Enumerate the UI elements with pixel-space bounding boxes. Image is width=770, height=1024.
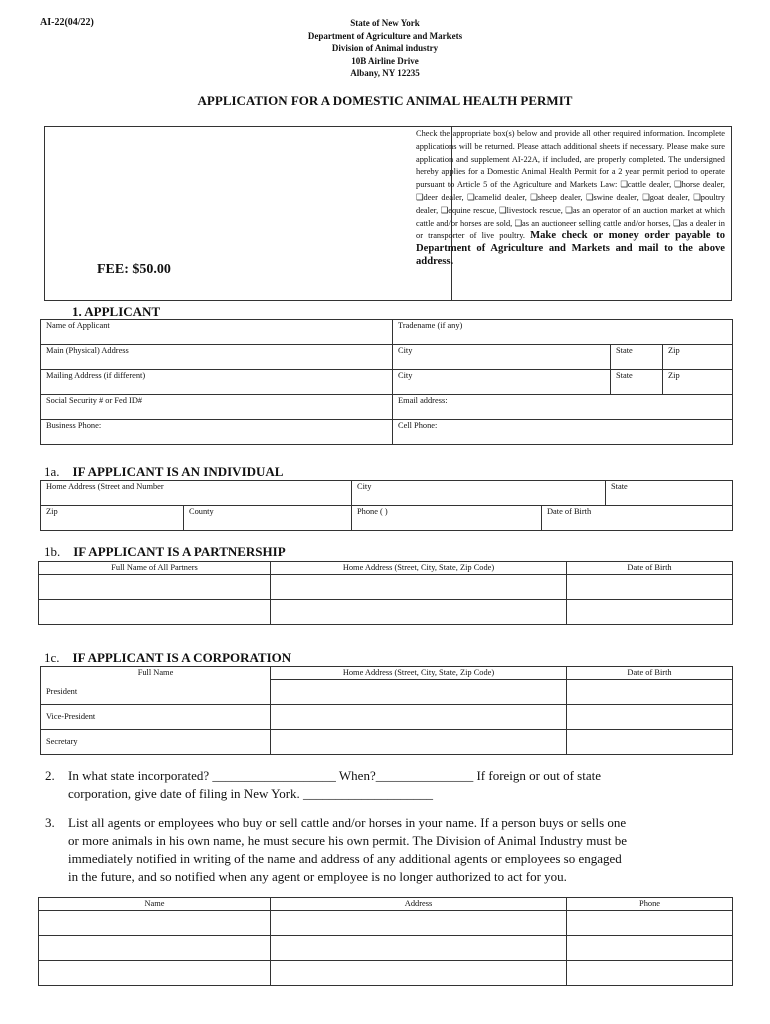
partner-address-cell[interactable] <box>271 600 567 625</box>
question-2-line[interactable]: corporation, give date of filing in New York. ____________________ <box>68 786 434 801</box>
partner-name-cell[interactable] <box>39 575 271 600</box>
question-3-line: List all agents or employees who buy or sell cattle and/or horses in your name. If a person buys or sells one <box>68 815 627 830</box>
secretary-dob-cell[interactable] <box>567 730 733 755</box>
vice-president-field[interactable]: Vice-President <box>41 705 271 730</box>
agent-name-cell[interactable] <box>39 936 271 961</box>
individual-city-field[interactable]: City <box>352 481 606 506</box>
business-phone-field[interactable]: Business Phone: <box>41 420 393 445</box>
form-title: APPLICATION FOR A DOMESTIC ANIMAL HEALTH PERMIT <box>197 93 573 108</box>
tradename-field[interactable]: Tradename (if any) <box>393 320 733 345</box>
vice-president-address-cell[interactable] <box>271 705 567 730</box>
partners-address-header: Home Address (Street, City, State, Zip Code) <box>271 562 567 575</box>
president-address-cell[interactable] <box>271 680 567 705</box>
header-street: 10B Airline Drive <box>351 55 419 66</box>
mailing-zip-field[interactable]: Zip <box>663 370 733 395</box>
individual-zip-field[interactable]: Zip <box>41 506 184 531</box>
fee-amount: FEE: $50.00 <box>97 262 171 277</box>
individual-table <box>40 480 733 531</box>
mailing-address-field[interactable]: Mailing Address (if different) <box>41 370 393 395</box>
question-3-number: 3. <box>45 815 55 830</box>
agents-table <box>38 897 733 986</box>
applicant-table <box>40 319 733 445</box>
section-individual-title <box>44 464 283 480</box>
instructions-text <box>416 128 725 269</box>
question-3-text <box>68 814 627 886</box>
main-city-field[interactable]: City <box>393 345 611 370</box>
question-3 <box>45 814 755 890</box>
agent-name-cell[interactable] <box>39 911 271 936</box>
agent-phone-cell[interactable] <box>567 911 733 936</box>
individual-state-field[interactable]: State <box>606 481 733 506</box>
partner-name-cell[interactable] <box>39 600 271 625</box>
section-partnership-title <box>44 544 286 560</box>
agent-name-cell[interactable] <box>39 961 271 986</box>
main-state-field[interactable]: State <box>611 345 663 370</box>
instructions-payment: Make check or money order payable to Department of Agriculture and Markets and mail to the above address. <box>416 230 725 267</box>
county-field[interactable]: County <box>184 506 352 531</box>
question-3-line: immediately notified in writing of the name and address of any additional agents or employees so engaged <box>68 851 622 866</box>
question-3-line: in the future, and so notified when any agent or employee is no longer authorized to act for you. <box>68 869 567 884</box>
agent-phone-header: Phone <box>567 898 733 911</box>
president-dob-cell[interactable] <box>567 680 733 705</box>
instructions-body: Check the appropriate box(s) below and provide all other required information. Incomplete applications will be returned. Please attach additional sheets if necessary. Please make sure application and supplement AI-22A, if included, are properly completed. The undersigned hereby applies for a Domestic Animal Health Permit for a 2 year permit period to operate pursuant to Article 5 of the Agriculture and Markets Law: ❑cattle dealer, ❑horse dealer, ❑deer dealer, ❑camelid dealer, ❑sheep dealer, ❑swine dealer, ❑goat dealer, ❑poultry dealer, ❑equine rescue, ❑livestock rescue, ❑as an operator of an auction market at which cattle and/or horses are sold, ❑as an auctioneer selling cattle and/or horses, ❑as a dealer in or transporter of live poultry. <box>416 129 725 241</box>
vice-president-dob-cell[interactable] <box>567 705 733 730</box>
mailing-state-field[interactable]: State <box>611 370 663 395</box>
partnership-table <box>38 561 733 625</box>
mailing-city-field[interactable]: City <box>393 370 611 395</box>
officer-address-header: Home Address (Street, City, State, Zip Code) <box>271 667 567 680</box>
agent-phone-cell[interactable] <box>567 961 733 986</box>
agent-address-cell[interactable] <box>271 961 567 986</box>
intro-box <box>44 126 732 301</box>
applicant-name-field[interactable]: Name of Applicant <box>41 320 393 345</box>
question-2-text <box>68 767 601 803</box>
officer-name-header: Full Name <box>41 667 271 680</box>
ssn-field[interactable]: Social Security # or Fed ID# <box>41 395 393 420</box>
question-2-number: 2. <box>45 768 55 783</box>
section-individual-number: 1a. <box>44 464 60 479</box>
section-corporation-heading: IF APPLICANT IS A CORPORATION <box>72 650 292 665</box>
section-partnership-number: 1b. <box>44 544 61 559</box>
agent-address-cell[interactable] <box>271 911 567 936</box>
secretary-address-cell[interactable] <box>271 730 567 755</box>
section-corporation-number: 1c. <box>44 650 60 665</box>
section-applicant-title: 1. APPLICANT <box>72 304 161 319</box>
president-field[interactable]: President <box>41 680 271 705</box>
partners-name-header: Full Name of All Partners <box>39 562 271 575</box>
agency-header <box>0 17 770 80</box>
partner-dob-cell[interactable] <box>567 575 733 600</box>
corporation-table <box>40 666 733 755</box>
header-state: State of New York <box>350 18 420 28</box>
officer-dob-header: Date of Birth <box>567 667 733 680</box>
partners-dob-header: Date of Birth <box>567 562 733 575</box>
home-address-field[interactable]: Home Address (Street and Number <box>41 481 352 506</box>
main-address-field[interactable]: Main (Physical) Address <box>41 345 393 370</box>
phone-field[interactable]: Phone ( ) <box>352 506 542 531</box>
cell-phone-field[interactable]: Cell Phone: <box>393 420 733 445</box>
section-corporation-title <box>44 650 291 666</box>
header-department: Department of Agriculture and Markets <box>307 30 463 41</box>
email-field[interactable]: Email address: <box>393 395 733 420</box>
partner-address-cell[interactable] <box>271 575 567 600</box>
section-individual-heading: IF APPLICANT IS AN INDIVIDUAL <box>72 464 284 479</box>
individual-dob-field[interactable]: Date of Birth <box>542 506 733 531</box>
question-3-line: or more animals in his own name, he must secure his own permit. The Division of Animal Industry must be <box>68 833 628 848</box>
form-code: AI-22(04/22) <box>40 17 94 28</box>
main-zip-field[interactable]: Zip <box>663 345 733 370</box>
section-partnership-heading: IF APPLICANT IS A PARTNERSHIP <box>73 544 286 559</box>
header-division: Division of Animal industry <box>331 43 439 53</box>
partner-dob-cell[interactable] <box>567 600 733 625</box>
question-2 <box>45 767 745 807</box>
agent-name-header: Name <box>39 898 271 911</box>
agent-address-cell[interactable] <box>271 936 567 961</box>
question-2-line[interactable]: In what state incorporated? ___________________ When?_______________ If foreign or out of state <box>68 768 601 783</box>
agent-address-header: Address <box>271 898 567 911</box>
secretary-field[interactable]: Secretary <box>41 730 271 755</box>
agent-phone-cell[interactable] <box>567 936 733 961</box>
header-city: Albany, NY 12235 <box>350 68 420 78</box>
